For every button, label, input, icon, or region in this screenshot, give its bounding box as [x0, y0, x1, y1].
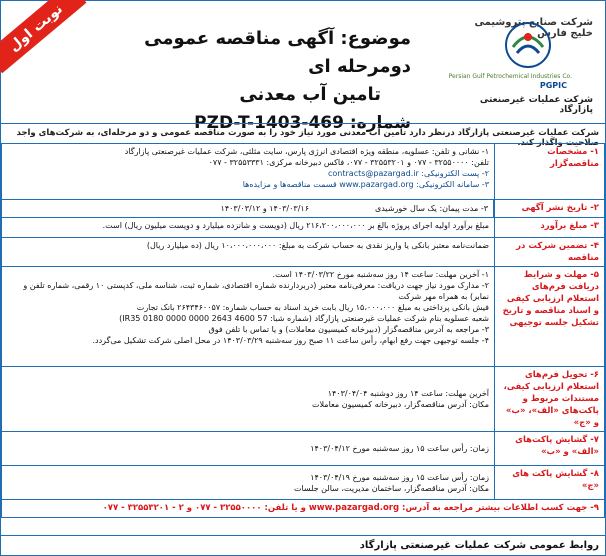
- row-label: ۵- مهلت و شرایط دریافت فرم‌های استعلام ارزیابی کیفی و اسناد مناقصه و تاریخ تشکیل جلسه توجیهی: [495, 267, 605, 367]
- row-content: مبلغ برآورد اولیه اجرای پروژه بالغ بر ۲۱۶،۲۰۰،۰۰۰،۰۰۰ ریال (دویست و شانزده میلیارد و دویست میلیون ریال) است.: [2, 218, 495, 238]
- row-content: ۱- آخرین مهلت: ساعت ۱۴ روز سه‌شنبه مورخ ۱۴۰۳/۰۳/۲۲ است. ۲- مدارک مورد نیاز جهت دریافت: معرفی‌نامه معتبر (دربردارنده شماره اقتصادی، شماره ثبت، شناسه ملی، کدپستی ۱۰ رقمی، شماره تلفن و نمابر) به همراه مهر شرکت فیش بانکی پرداختی به مبلغ ۱۵،۰۰۰،۰۰۰ ریال بابت خرید اسناد به حساب شماره: ۲۶۴۳۴۶۰۰۵۷ بانک تجارت شعبه عسلویه بنام شرکت عملیات غیرصنعتی پازارگاد (شماره شبا: IR35 0180 0000 0000 2643 4600 57) ۳- مراجعه به آدرس مناقصه‌گزار (دبیرخانه کمیسیون معاملات) و یا تماس با تلفن فوق ۴- جلسه توجیهی جهت رفع ابهام، رأس ساعت ۱۱ صبح روز سه‌شنبه ۱۴۰۳/۰۳/۲۹ در محل اصلی شرکت تشکیل می‌گردد.: [2, 267, 495, 367]
- table-row: [2, 432, 605, 466]
- public-relations-footer: روابط عمومی شرکت عملیات غیرصنعتی پازارگاد: [1, 535, 605, 556]
- publication-dates: ۱۴۰۳/۰۳/۱۶ و ۱۴۰۳/۰۳/۱۲: [220, 204, 309, 213]
- logo-abbreviation: PGPIC: [539, 81, 567, 90]
- row-content: [2, 200, 495, 218]
- row-content: ۱- نشانی و تلفن: عسلویه، منطقه ویژه اقتصادی انرژی پارس، سایت مثلثی، شرکت عملیات غیرصنعتی پازارگاد تلفن: ۳۲۵۵۰۰۰۰ - ۰۷۷ و ۳۲۵۵۳۲۰۱ - ۰۷۷، فاکس دبیرخانه مرکزی: ۳۲۵۵۳۳۳۱ - ۰۷۷ ۲- پست الکترونیکی: contracts@pazargad.ir ۳- سامانه الکترونیکی: www.pazargad.org قسمت مناقصه‌ها و مزایده‌ها: [2, 144, 495, 200]
- row-label: ۳- مبلغ برآورد: [495, 218, 605, 238]
- website-link[interactable]: ۳- سامانه الکترونیکی: www.pazargad.org قسمت مناقصه‌ها و مزایده‌ها: [242, 180, 489, 189]
- row-label: ۷- گشایش پاکت‌های «الف» و «ب»: [495, 432, 605, 466]
- logo-english-name: Persian Gulf Petrochemical Industries Co.: [448, 73, 572, 80]
- row-content: ضمانت‌نامه معتبر بانکی یا واریز نقدی به حساب شرکت به مبلغ: ۱۰،۰۰۰،۰۰۰،۰۰۰ ریال (ده میلیارد ریال): [2, 238, 495, 267]
- row-label: ۲- تاریخ نشر آگهی: [495, 200, 605, 218]
- notice-number: شماره: PZD-T-1403-469: [194, 113, 411, 133]
- table-row: [2, 144, 605, 200]
- table-row: [2, 200, 605, 218]
- logo-company-name: شرکت صنایع پتروشیمی خلیج فارس: [474, 17, 593, 39]
- table-row: [2, 500, 605, 518]
- contact-info-row: ۹- جهت کسب اطلاعات بیشتر مراجعه به آدرس: www.pazargad.org و یا تلفن: ۳۲۵۵۰۰۰۰ - ۰۷۷ و ۲ - ۳۲۵۵۳۲۰۱ - ۰۷۷: [2, 500, 605, 518]
- row-label: ۶- تحویل فرم‌های استعلام ارزیابی کیفی، مستندات مربوط و پاکت‌های «الف»، «ب» و «ج»: [495, 367, 605, 432]
- notice-header: [1, 1, 605, 133]
- subject-line: موضوع: آگهی مناقصه عمومی دومرحله ای: [144, 28, 411, 77]
- table-row: [2, 267, 605, 367]
- contract-duration: ۳- مدت پیمان: یک سال خورشیدی: [314, 200, 494, 217]
- pgpic-emblem-icon: [499, 13, 557, 71]
- subject-item: تامین آب معدنی: [239, 84, 381, 105]
- row-label: ۱- مشخصات مناقصه‌گزار: [495, 144, 605, 200]
- notice-table: [1, 143, 605, 518]
- row-content: زمان: رأس ساعت ۱۵ روز سه‌شنبه مورخ ۱۴۰۳/۰۴/۱۹ مکان: آدرس مناقصه‌گزار، ساختمان مدیریت، سالن جلسات: [2, 466, 495, 500]
- row-content: آخرین مهلت: ساعت ۱۴ روز دوشنبه ۱۴۰۳/۰۴/۰۴ مکان: آدرس مناقصه‌گزار، دبیرخانه کمیسیون معاملات: [2, 367, 495, 432]
- table-row: [2, 238, 605, 267]
- subsidiary-name: شرکت عملیات غیرصنعتی پازارگاد: [479, 95, 593, 115]
- table-row: [2, 367, 605, 432]
- row-label: ۸- گشایش پاکت های «ج»: [495, 466, 605, 500]
- company-logo: [447, 11, 597, 116]
- row-content: زمان: رأس ساعت ۱۵ روز سه‌شنبه مورخ ۱۴۰۳/۰۴/۱۲: [2, 432, 495, 466]
- table-row: [2, 218, 605, 238]
- intro-paragraph: شرکت عملیات غیرصنعتی پازارگاد درنظر دارد تامین آب معدنی مورد نیاز خود را به صورت مناقصه عمومی و دو مرحله‌ای، به شرکت‌های واجد صلاحیت واگذار کند.: [1, 123, 605, 143]
- table-row: [2, 466, 605, 500]
- email-link[interactable]: ۲- پست الکترونیکی: contracts@pazargad.ir: [328, 169, 489, 178]
- row-label: ۴- تضمین شرکت در مناقصه: [495, 238, 605, 267]
- first-publication-ribbon: نوبت اول: [0, 0, 86, 73]
- notice-title: [121, 25, 411, 137]
